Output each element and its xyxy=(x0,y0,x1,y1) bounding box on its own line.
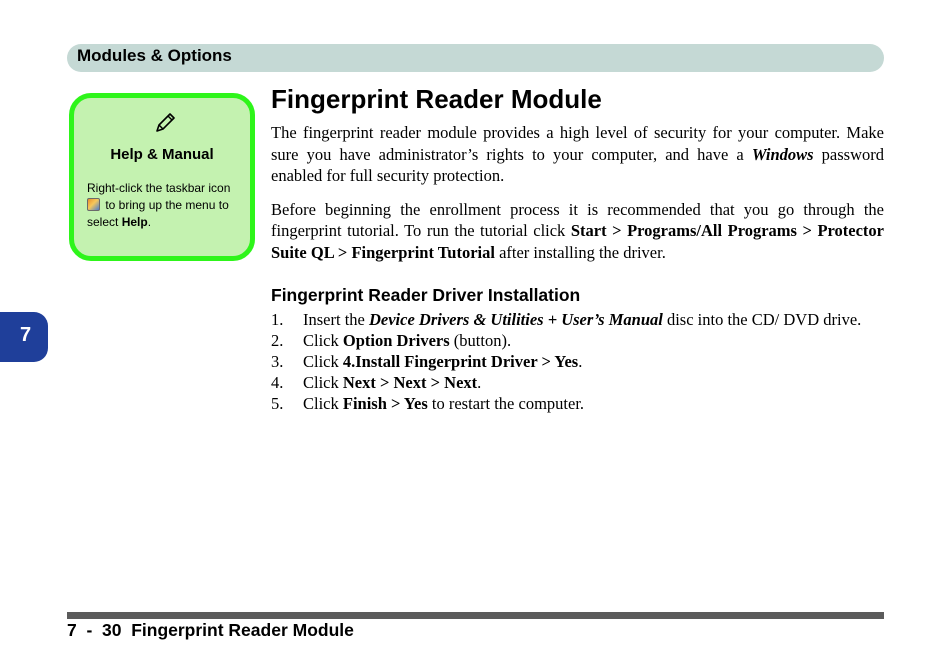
chapter-number: 7 xyxy=(20,324,32,346)
intro-windows-emph: Windows xyxy=(751,144,814,164)
taskbar-help-icon xyxy=(87,198,100,211)
list-item xyxy=(271,309,884,330)
note-text-part1: Right-click the taskbar icon xyxy=(87,181,231,195)
tutorial-text-1: Before beginning the enrollment process it is recommended that you go through the fingerprint tutorial. To run the tutorial click xyxy=(271,199,884,240)
step-emph: 4.Install Fingerprint Driver > Yes xyxy=(342,352,579,371)
list-item xyxy=(271,330,884,351)
note-text xyxy=(87,180,247,231)
step-pre: Insert the xyxy=(303,310,369,329)
step-number: 5. xyxy=(271,394,284,413)
step-post: . xyxy=(578,352,583,371)
step-number: 2. xyxy=(271,331,284,350)
section-title: Fingerprint Reader Driver Installation xyxy=(271,285,581,305)
step-post: . xyxy=(477,373,482,392)
step-post: disc into the CD/ DVD drive. xyxy=(662,310,862,329)
tutorial-text-2: after installing the driver. xyxy=(494,242,666,262)
step-post: to restart the computer. xyxy=(427,394,585,413)
intro-text-1: The fingerprint reader module provides a high level of security for your computer. Make sure you have administrator’s rights to your computer, and have a xyxy=(271,123,884,164)
note-text-end: . xyxy=(147,215,152,229)
list-item xyxy=(271,372,884,393)
step-pre: Click xyxy=(303,394,343,413)
step-emph: Device Drivers & Utilities + User’s Manual xyxy=(368,310,663,329)
step-number: 1. xyxy=(271,310,284,329)
intro-text-2: password enabled for full security protection. xyxy=(271,144,885,185)
step-pre: Click xyxy=(303,331,343,350)
help-note-box xyxy=(69,93,255,261)
section-header-bar xyxy=(67,44,884,72)
pen-icon xyxy=(153,111,177,135)
page-footer: 7 - 30 Fingerprint Reader Module xyxy=(67,620,354,640)
step-pre: Click xyxy=(303,352,343,371)
installation-steps xyxy=(271,309,884,414)
chapter-tab xyxy=(0,312,48,362)
step-number: 3. xyxy=(271,352,284,371)
list-item xyxy=(271,351,884,372)
list-item xyxy=(271,393,884,414)
page-title: Fingerprint Reader Module xyxy=(271,84,602,114)
note-text-part2: to bring up the menu to select xyxy=(87,198,229,229)
tutorial-paragraph xyxy=(271,199,884,264)
step-emph: Next > Next > Next xyxy=(342,373,478,392)
tutorial-path: Start > Programs/All Programs > Protector Suite QL > Fingerprint Tutorial xyxy=(271,221,885,262)
footer-divider xyxy=(67,612,884,619)
main-content xyxy=(271,80,884,414)
section-header-title: Modules & Options xyxy=(77,46,232,65)
note-title: Help & Manual xyxy=(110,146,214,163)
note-text-bold: Help xyxy=(121,215,148,229)
step-number: 4. xyxy=(271,373,284,392)
step-emph: Option Drivers xyxy=(342,331,450,350)
step-emph: Finish > Yes xyxy=(342,394,428,413)
intro-paragraph xyxy=(271,122,884,187)
step-pre: Click xyxy=(303,373,343,392)
step-post: (button). xyxy=(449,331,512,350)
